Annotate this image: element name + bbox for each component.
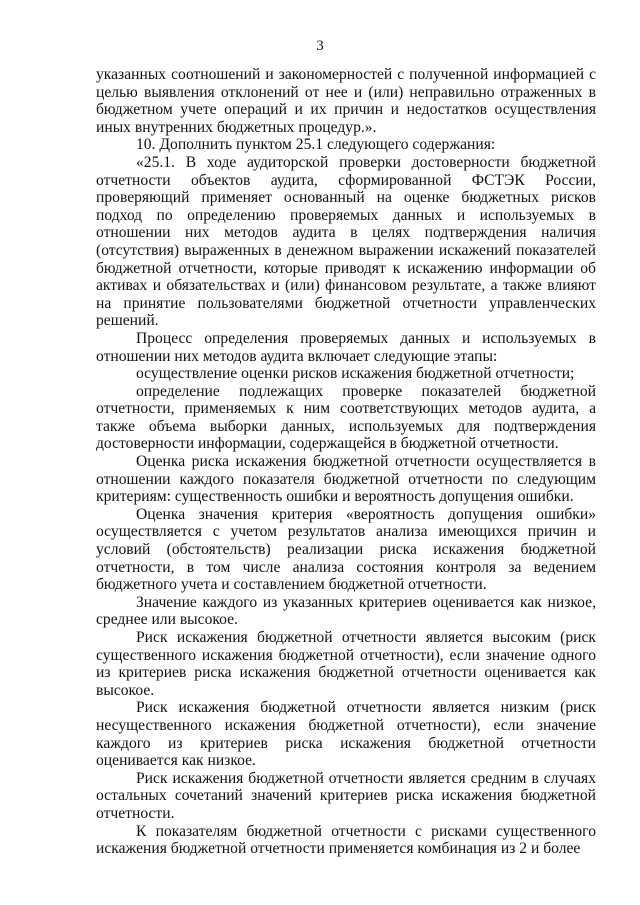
paragraph-item-10: 10. Дополнить пунктом 25.1 следующего содержания: bbox=[136, 136, 496, 154]
paragraph-continuation: указанных соотношений и закономерностей с полученной информацией с целью выявления отклонений от нее и (или) неправильно отраженных в бюджетном учете операций и их причин и недостатков осуществления иных внутренних бюджетных процедур.». bbox=[96, 66, 596, 136]
paragraph-material-risk-indicators: К показателям бюджетной отчетности с рисками существенного искажения бюджетной отчетности применяется комбинация из 2 и более bbox=[96, 822, 596, 858]
paragraph-low-risk: Риск искажения бюджетной отчетности является низким (риск несущественного искажения бюджетной отчетности), если значение каждого из критериев риска искажения бюджетной отчетности оценивается как низкое. bbox=[96, 699, 596, 770]
paragraph-stage-indicator-selection: определение подлежащих проверке показателей бюджетной отчетности, применяемых к ним соответствующих методов аудита, а также объема выборки данных, используемых для подтверждения достоверности информации, содержащейся в бюджетной отчетности. bbox=[96, 382, 596, 453]
paragraph-criteria-levels: Значение каждого из указанных критериев оценивается как низкое, среднее или высокое. bbox=[96, 593, 596, 629]
paragraph-high-risk: Риск искажения бюджетной отчетности является высоким (риск существенного искажения бюджетной отчетности), если значение одного из критериев риска искажения бюджетной отчетности оценивается как высокое. bbox=[96, 629, 596, 699]
paragraph-probability-criterion: Оценка значения критерия «вероятность допущения ошибки» осуществляется с учетом результатов анализа имеющихся причин и условий (обстоятельств) реализации риска искажения бюджетной отчетности, в том числе анализа состояния контроля за ведением бюджетного учета и составлением бюджетной отчетности. bbox=[96, 505, 596, 594]
paragraph-process-stages: Процесс определения проверяемых данных и используемых в отношении них методов аудита включает следующие этапы: bbox=[96, 329, 596, 365]
paragraph-25-1-intro: «25.1. В ходе аудиторской проверки достоверности бюджетной отчетности объектов аудита, сформированной ФСТЭК России, проверяющий применяет основанный на оценке бюджетных рисков подход по определению проверяемых данных и используемых в отношении них методов аудита в целях подтверждения наличия (отсутствия) выраженных в денежном выражении искажений показателей бюджетной отчетности, которые приводят к искажению информации об активах и обязательствах и (или) финансовом результате, а также влияют на принятие пользователями бюджетной отчетности управленческих решений. bbox=[96, 153, 596, 330]
paragraph-medium-risk: Риск искажения бюджетной отчетности является средним в случаях остальных сочетаний значений критериев риска искажения бюджетной отчетности. bbox=[96, 769, 596, 822]
document-body bbox=[96, 66, 596, 858]
page-number: 3 bbox=[316, 38, 324, 54]
paragraph-risk-criteria: Оценка риска искажения бюджетной отчетности осуществляется в отношении каждого показателя бюджетной отчетности по следующим критериям: существенность ошибки и вероятность допущения ошибки. bbox=[96, 453, 596, 506]
paragraph-stage-risk-assessment: осуществление оценки рисков искажения бюджетной отчетности; bbox=[136, 365, 575, 383]
